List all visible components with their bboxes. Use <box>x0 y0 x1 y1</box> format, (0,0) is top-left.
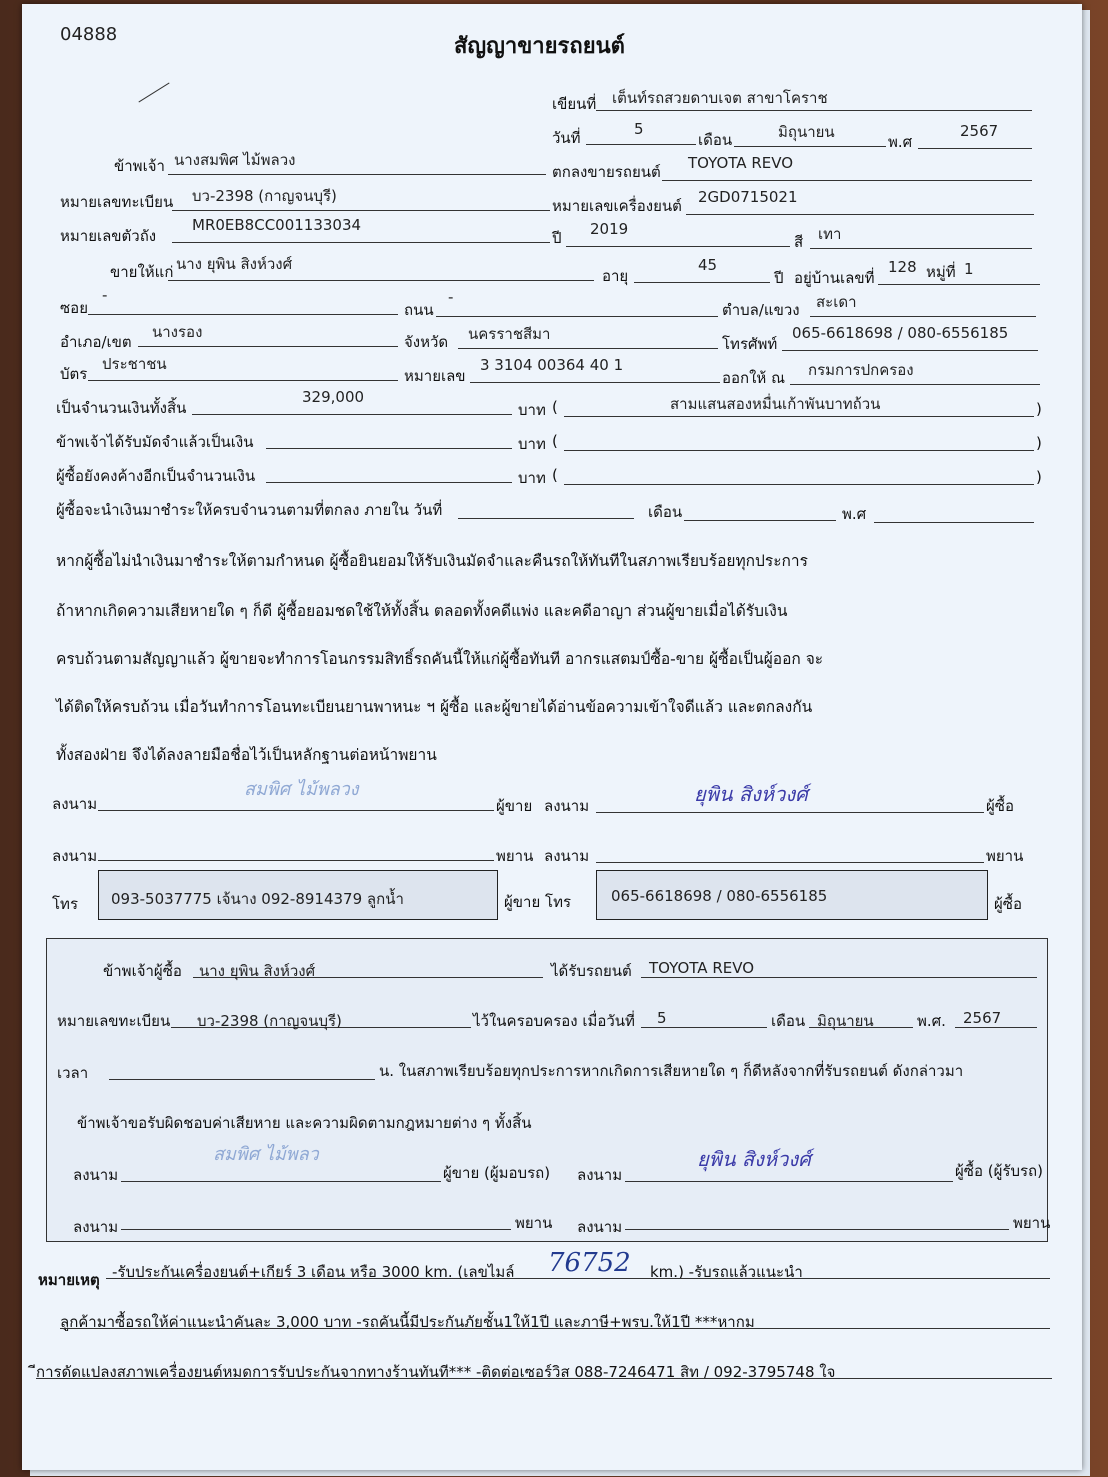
moo-label: หมู่ที่ <box>926 263 956 281</box>
pen-mark <box>138 83 169 103</box>
engine-value: 2GD0715021 <box>698 188 798 206</box>
written-at-line <box>596 110 1032 111</box>
vehicle-year-line <box>566 246 790 247</box>
receipt-year-line <box>955 1027 1037 1028</box>
year-line <box>918 148 1032 149</box>
buyer-name-line <box>168 280 594 281</box>
receipt-witness2-line <box>625 1229 1009 1230</box>
total-value: 329,000 <box>302 388 365 406</box>
due-month-label: เดือน <box>648 503 683 521</box>
date-label: วันที่ <box>552 129 581 147</box>
notes-line3-rule <box>36 1378 1052 1379</box>
house-label: อยู่บ้านเลขที่ <box>794 269 875 287</box>
issued-label: ออกให้ ณ <box>722 369 785 387</box>
buyer-name: นาง ยุพิน สิงห์วงศ์ <box>176 255 293 273</box>
vehicle-year-value: 2019 <box>590 220 629 238</box>
document-title: สัญญาขายรถยนต์ <box>454 34 625 59</box>
month-value: มิถุนายน <box>778 123 835 141</box>
total-paren-close: ) <box>1036 400 1042 418</box>
terms-line-1: หากผู้ซื้อไม่นำเงินมาชำระให้ตามกำหนด ผู้ซื้อยินยอมให้รับเงินมัดจำและคืนรถให้ทันทีในสภาพเรียบร้อยทุกประการ <box>56 552 808 570</box>
card-no-value: 3 3104 00364 40 1 <box>480 356 624 374</box>
agree-label: ตกลงขายรถยนต์ <box>552 163 661 181</box>
due-year-line <box>874 522 1034 523</box>
receipt-buyer-signature: ยุพิน สิงห์วงศ์ <box>697 1147 811 1171</box>
deposit-baht-label: บาท <box>518 435 546 453</box>
seller-sign-label: ลงนาม <box>52 795 98 813</box>
phone-value: 065-6618698 / 080-6556185 <box>792 324 1009 342</box>
issued-value: กรมการปกครอง <box>808 361 914 379</box>
engine-label: หมายเลขเครื่องยนต์ <box>552 197 682 215</box>
receipt-witness2-role: พยาน <box>1013 1214 1051 1232</box>
car-line <box>662 180 1032 181</box>
province-line <box>458 348 718 349</box>
receipt-day-value: 5 <box>657 1009 667 1027</box>
vehicle-receipt-section <box>46 938 1051 1242</box>
soi-label: ซอย <box>60 299 88 317</box>
receipt-month-label: เดือน <box>771 1012 806 1030</box>
notes-line2-rule <box>60 1328 1050 1329</box>
witness2-role: พยาน <box>986 847 1024 865</box>
total-line <box>192 414 512 415</box>
province-label: จังหวัด <box>404 333 449 351</box>
seller-line <box>168 174 546 175</box>
receipt-day-line <box>641 1027 767 1028</box>
seller-signature: สมพิศ ไม้พลวง <box>244 779 359 800</box>
written-at-value: เต็นท์รถสวยดาบเจต สาขาโคราช <box>612 89 828 107</box>
house-line <box>878 284 1040 285</box>
card-no-line <box>470 382 720 383</box>
buyer-signature: ยุพิน สิงห์วงศ์ <box>694 782 808 806</box>
terms-line-3: ครบถ้วนตามสัญญาแล้ว ผู้ขายจะทำการโอนกรรมสิทธิ์รถคันนี้ให้แก่ผู้ซื้อทันที อากรแสตมป์ซื้อ-ขาย ผู้ซื้อเป็นผู้ออก จะ <box>56 650 824 668</box>
plate-label: หมายเลขทะเบียน <box>60 193 174 211</box>
due-year-label: พ.ศ <box>842 505 867 523</box>
written-at-label: เขียนที่ <box>552 95 597 113</box>
witness1-line <box>98 860 494 861</box>
day-line <box>586 144 696 145</box>
receipt-seller-line <box>121 1181 441 1182</box>
plate-line <box>172 210 550 211</box>
notes-line1-rule <box>106 1278 1050 1279</box>
receipt-witness2-label: ลงนาม <box>577 1218 623 1236</box>
terms-line-2: ถ้าหากเกิดความเสียหายใด ๆ ก็ดี ผู้ซื้อยอมชดใช้ให้ทั้งสิ้น ตลอดทั้งคดีแพ่ง และคดีอาญา ส่วนผู้ขายเมื่อได้รับเงิน <box>56 602 788 620</box>
age-unit: ปี <box>774 269 784 287</box>
receipt-liability-text: ข้าพเจ้าขอรับผิดชอบค่าเสียหาย และความผิดตามกฎหมายต่าง ๆ ทั้งสิ้น <box>77 1114 532 1132</box>
receipt-time-text: น. ในสภาพเรียบร้อยทุกประการหากเกิดการเสียหายใด ๆ ก็ดีหลังจากที่รับรถยนต์ ดังกล่าวมา <box>379 1062 964 1080</box>
notes-line3: ีการดัดแปลงสภาพเครื่องยนต์หมดการรับประกันจากทางร้านทันที*** -ติดต่อเซอร์วิส 088-7246471 สิท / 092-3795748 ใจ <box>36 1363 836 1381</box>
receipt-plate-value: บว-2398 (กาญจนบุรี) <box>197 1012 342 1030</box>
receipt-plate-label: หมายเลขทะเบียน <box>57 1012 171 1030</box>
moo-value: 1 <box>964 260 974 278</box>
year-value: 2567 <box>960 122 999 140</box>
buyer-sign-line <box>596 812 984 813</box>
card-label: บัตร <box>60 365 88 383</box>
total-baht-label: บาท <box>518 401 546 419</box>
due-month-line <box>684 520 836 521</box>
total-label: เป็นจำนวนเงินทั้งสิ้น <box>56 399 187 417</box>
district-line <box>138 346 398 347</box>
receipt-possess-label: ไว้ในครอบครอง เมื่อวันที่ <box>473 1012 635 1030</box>
receipt-year-value: 2567 <box>963 1009 1002 1027</box>
month-label: เดือน <box>698 131 733 149</box>
seller-role-label: ผู้ขาย <box>496 797 533 815</box>
notes-label: หมายเหตุ <box>38 1271 100 1289</box>
remaining-paren-open: ( <box>552 466 558 484</box>
chassis-line <box>172 242 550 243</box>
road-line <box>436 316 718 317</box>
seller-phone-value: 093-5037775 เจ้นาง 092-8914379 ลูกน้ำ <box>111 890 404 908</box>
remaining-paren-close: ) <box>1036 468 1042 486</box>
house-value: 128 <box>888 258 917 276</box>
receipt-buyer-role: ผู้ซื้อ (ผู้รับรถ) <box>955 1162 1043 1180</box>
receipt-received-label: ได้รับรถยนต์ <box>551 962 632 980</box>
card-no-label: หมายเลข <box>404 367 466 385</box>
total-words-line <box>564 416 1034 417</box>
buyer-sign-label: ลงนาม <box>544 797 590 815</box>
phone-label: โทรศัพท์ <box>722 335 778 353</box>
terms-line-5: ทั้งสองฝ่าย จึงได้ลงลายมือชื่อไว้เป็นหลักฐานต่อหน้าพยาน <box>56 746 437 764</box>
color-line <box>810 248 1032 249</box>
notes-line1-b: km.) -รับรถแล้วแนะนำ <box>650 1263 803 1281</box>
receipt-buyer-line-sign <box>625 1181 953 1182</box>
phone-line <box>782 350 1038 351</box>
plate-value: บว-2398 (กาญจนบุรี) <box>192 187 337 205</box>
deposit-words-line <box>564 450 1034 451</box>
seller-sign-line <box>98 810 494 811</box>
road-value: - <box>448 288 454 306</box>
card-line <box>88 380 398 381</box>
buyer-role-label: ผู้ซื้อ <box>986 797 1014 815</box>
issued-line <box>790 384 1040 385</box>
subdistrict-label: ตำบล/แขวง <box>722 301 800 319</box>
deposit-label: ข้าพเจ้าได้รับมัดจำแล้วเป็นเงิน <box>56 433 254 451</box>
due-day-line <box>458 518 634 519</box>
receipt-time-line <box>109 1079 375 1080</box>
receipt-seller-role: ผู้ขาย (ผู้มอบรถ) <box>443 1164 551 1182</box>
day-value: 5 <box>634 120 644 138</box>
age-line <box>634 282 770 283</box>
vehicle-year-label: ปี <box>552 229 562 247</box>
receipt-time-label: เวลา <box>57 1064 89 1082</box>
terms-line-4: ได้ติดให้ครบถ้วน เมื่อวันทำการโอนทะเบียนยานพาหนะ ฯ ผู้ซื้อ และผู้ขายได้อ่านข้อความเข้าใจดีแล้ว และตกลงกัน <box>56 698 813 716</box>
notes-line1-a: -รับประกันเครื่องยนต์+เกียร์ 3 เดือน หรือ 3000 km. (เลขไมล์ <box>112 1263 515 1281</box>
receipt-buyer-name: นาง ยุพิน สิงห์วงศ์ <box>199 962 316 980</box>
month-line <box>734 146 886 147</box>
color-value: เทา <box>818 225 842 243</box>
due-label: ผู้ซื้อจะนำเงินมาชำระให้ครบจำนวนตามที่ตกลง ภายใน วันที่ <box>56 501 443 519</box>
road-label: ถนน <box>404 301 434 319</box>
chassis-value: MR0EB8CC001133034 <box>192 216 362 234</box>
total-paren-open: ( <box>552 398 558 416</box>
receipt-buyer-label: ข้าพเจ้าผู้ซื้อ <box>103 962 182 980</box>
age-label: อายุ <box>602 267 629 285</box>
witness1-sign-label: ลงนาม <box>52 847 98 865</box>
sell-to-label: ขายให้แก่ <box>110 263 174 281</box>
remaining-words-line <box>564 484 1034 485</box>
car-value: TOYOTA REVO <box>688 154 794 172</box>
soi-value: - <box>102 286 108 304</box>
remaining-baht-label: บาท <box>518 469 546 487</box>
seller-label: ข้าพเจ้า <box>114 157 165 175</box>
total-words: สามแสนสองหมื่นเก้าพันบาทถ้วน <box>670 395 881 413</box>
receipt-seller-signature: สมพิศ ไม้พลว <box>213 1144 319 1165</box>
district-value: นางรอง <box>152 323 203 341</box>
subdistrict-value: สะเดา <box>816 293 857 311</box>
contract-paper <box>22 4 1082 1470</box>
age-value: 45 <box>698 256 718 274</box>
receipt-seller-sign-label: ลงนาม <box>73 1166 119 1184</box>
seller-name: นางสมพิศ ไม้พลวง <box>174 151 296 169</box>
soi-line <box>88 314 398 315</box>
witness2-line <box>596 862 984 863</box>
subdistrict-line <box>810 316 1036 317</box>
receipt-car-value: TOYOTA REVO <box>649 959 755 977</box>
chassis-label: หมายเลขตัวถัง <box>60 227 157 245</box>
notes-line2: ลูกค้ามาซื้อรถให้ค่าแนะนำคันละ 3,000 บาท -รถคันนี้มีประกันภัยชั้น1ให้1ปี และภาษี+พรบ.ให้1ปี ***หากม <box>60 1313 755 1331</box>
seller-phone-box <box>98 870 498 920</box>
receipt-witness1-line <box>121 1229 511 1230</box>
deposit-paren-open: ( <box>552 432 558 450</box>
deposit-line <box>266 448 512 449</box>
district-label: อำเภอ/เขต <box>60 333 132 351</box>
remaining-line <box>266 482 512 483</box>
document-number: 04888 <box>60 24 118 45</box>
card-value: ประชาชน <box>102 355 167 373</box>
buyer-phone-value: 065-6618698 / 080-6556185 <box>611 887 828 905</box>
buyer-phone-label: ผู้ขาย โทร <box>504 893 572 911</box>
color-label: สี <box>794 233 804 251</box>
receipt-month-value: มิถุนายน <box>817 1012 874 1030</box>
engine-line <box>686 214 1034 215</box>
remaining-label: ผู้ซื้อยังคงค้างอีกเป็นจำนวนเงิน <box>56 467 256 485</box>
deposit-paren-close: ) <box>1036 434 1042 452</box>
receipt-buyer-sign-label: ลงนาม <box>577 1166 623 1184</box>
province-value: นครราชสีมา <box>468 325 551 343</box>
witness1-role: พยาน <box>496 847 534 865</box>
receipt-year-label: พ.ศ. <box>917 1012 946 1030</box>
buyer-phone-box <box>596 870 988 920</box>
buyer-phone-role: ผู้ซื้อ <box>994 895 1022 913</box>
receipt-witness1-role: พยาน <box>515 1214 553 1232</box>
receipt-car-line <box>641 977 1037 978</box>
receipt-witness1-label: ลงนาม <box>73 1218 119 1236</box>
witness2-sign-label: ลงนาม <box>544 847 590 865</box>
year-label: พ.ศ <box>888 133 913 151</box>
seller-phone-label: โทร <box>52 895 79 913</box>
mileage-value: 76752 <box>548 1248 631 1278</box>
